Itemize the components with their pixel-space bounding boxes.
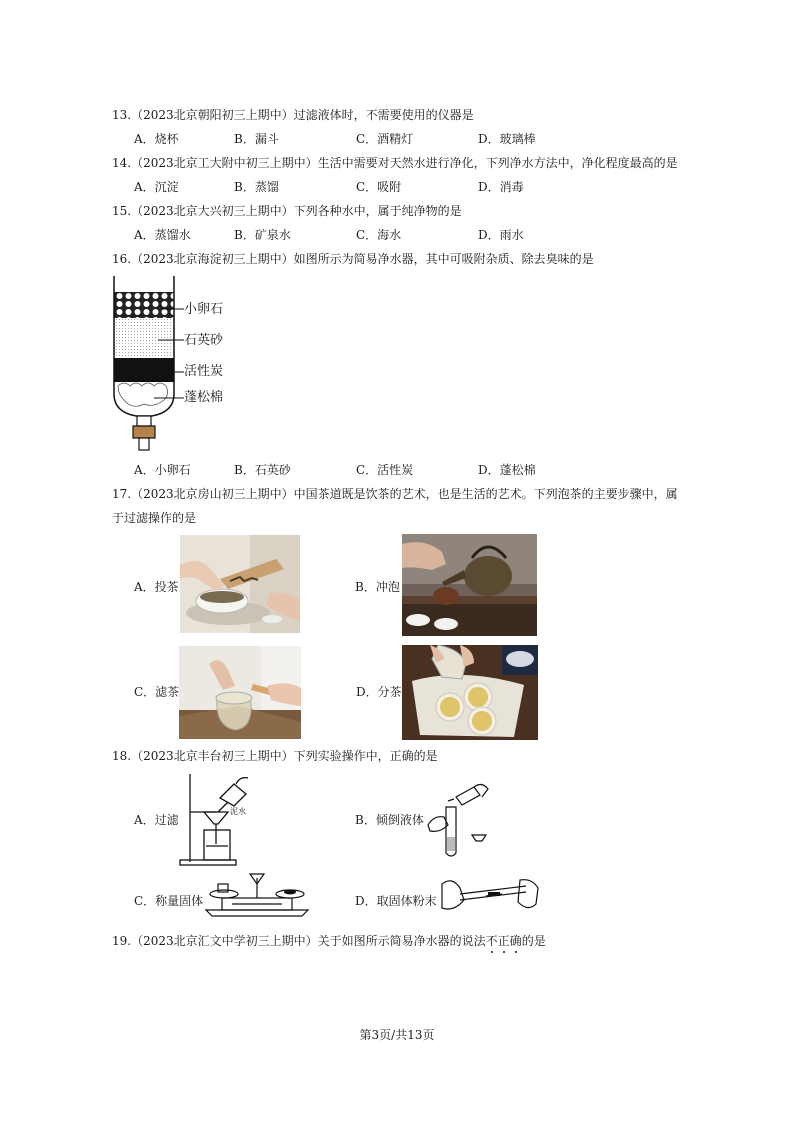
- page-number-footer: 第3页/共13页: [359, 1028, 435, 1042]
- q16-option-a: A．小卵石: [134, 463, 191, 477]
- photo-brew-tea: [402, 534, 537, 636]
- question-17-stem-line1: 17.（2023北京房山初三上期中）中国茶道既是饮茶的艺术，也是生活的艺术。下列泡茶的主要步骤中，属: [112, 487, 678, 501]
- question-13-stem: 13.（2023北京朝阳初三上期中）过滤液体时，不需要使用的仪器是: [112, 108, 474, 122]
- q17-option-a: A．投茶: [134, 580, 179, 594]
- photo-add-tea: [180, 535, 300, 633]
- water-purifier-diagram: [106, 276, 246, 456]
- diagram-balance-scale: [202, 870, 312, 918]
- q16-option-b: B．石英砂: [234, 463, 291, 477]
- layer-label-pebbles: 小卵石: [184, 302, 224, 317]
- q13-option-a: A．烧杯: [134, 132, 179, 146]
- q19-emph-char-3: 确: [510, 934, 522, 948]
- layer-label-quartz-sand: 石英砂: [184, 333, 224, 348]
- q17-option-b: B．冲泡: [355, 580, 400, 594]
- q18-option-d: D．取固体粉末: [355, 894, 437, 908]
- diagram-filtration: [178, 772, 258, 868]
- q14-option-b: B．蒸馏: [234, 180, 279, 194]
- question-17-stem-line2: 于过滤操作的是: [112, 511, 197, 525]
- photo-serve-tea: [402, 645, 538, 740]
- label-mud-water: 泥水: [230, 807, 246, 816]
- photo-filter-tea: [179, 646, 301, 739]
- q18-option-b: B．倾倒液体: [355, 813, 424, 827]
- question-16-stem: 16.（2023北京海淀初三上期中）如图所示为简易净水器，其中可吸附杂质、除去臭味的是: [112, 252, 594, 266]
- q19-stem-before: 19.（2023北京汇文中学初三上期中）关于如图所示简易净水器的说法: [112, 934, 486, 948]
- q13-option-c: C．酒精灯: [356, 132, 414, 146]
- q16-option-d: D．蓬松棉: [478, 463, 536, 477]
- question-19-stem: [112, 933, 546, 949]
- q18-option-c: C．称量固体: [134, 894, 204, 908]
- question-14-stem: 14.（2023北京工大附中初三上期中）生活中需要对天然水进行净化，下列净水方法中，净化程度最高的是: [112, 156, 678, 170]
- q14-option-d: D．消毒: [478, 180, 524, 194]
- q19-emph-char-2: 正: [498, 934, 510, 948]
- q13-option-b: B．漏斗: [234, 132, 279, 146]
- q15-option-b: B．矿泉水: [234, 228, 291, 242]
- diagram-pour-liquid: [426, 779, 496, 859]
- diagram-take-powder: [440, 874, 540, 918]
- layer-label-activated-carbon: 活性炭: [184, 364, 224, 379]
- q15-option-c: C．海水: [356, 228, 402, 242]
- q13-option-d: D．玻璃棒: [478, 132, 536, 146]
- question-18-stem: 18.（2023北京丰台初三上期中）下列实验操作中，正确的是: [112, 749, 438, 763]
- q19-emph-char-1: 不: [486, 934, 498, 948]
- q17-option-c: C．滤茶: [134, 685, 180, 699]
- question-15-stem: 15.（2023北京大兴初三上期中）下列各种水中，属于纯净物的是: [112, 204, 462, 218]
- q18-option-a: A．过滤: [134, 813, 179, 827]
- q14-option-c: C．吸附: [356, 180, 402, 194]
- q15-option-d: D．雨水: [478, 228, 524, 242]
- q16-option-c: C．活性炭: [356, 463, 414, 477]
- q15-option-a: A．蒸馏水: [134, 228, 191, 242]
- layer-label-cotton: 蓬松棉: [184, 390, 224, 405]
- q19-stem-after: 的是: [521, 934, 546, 948]
- q14-option-a: A．沉淀: [134, 180, 179, 194]
- q17-option-d: D．分茶: [356, 685, 402, 699]
